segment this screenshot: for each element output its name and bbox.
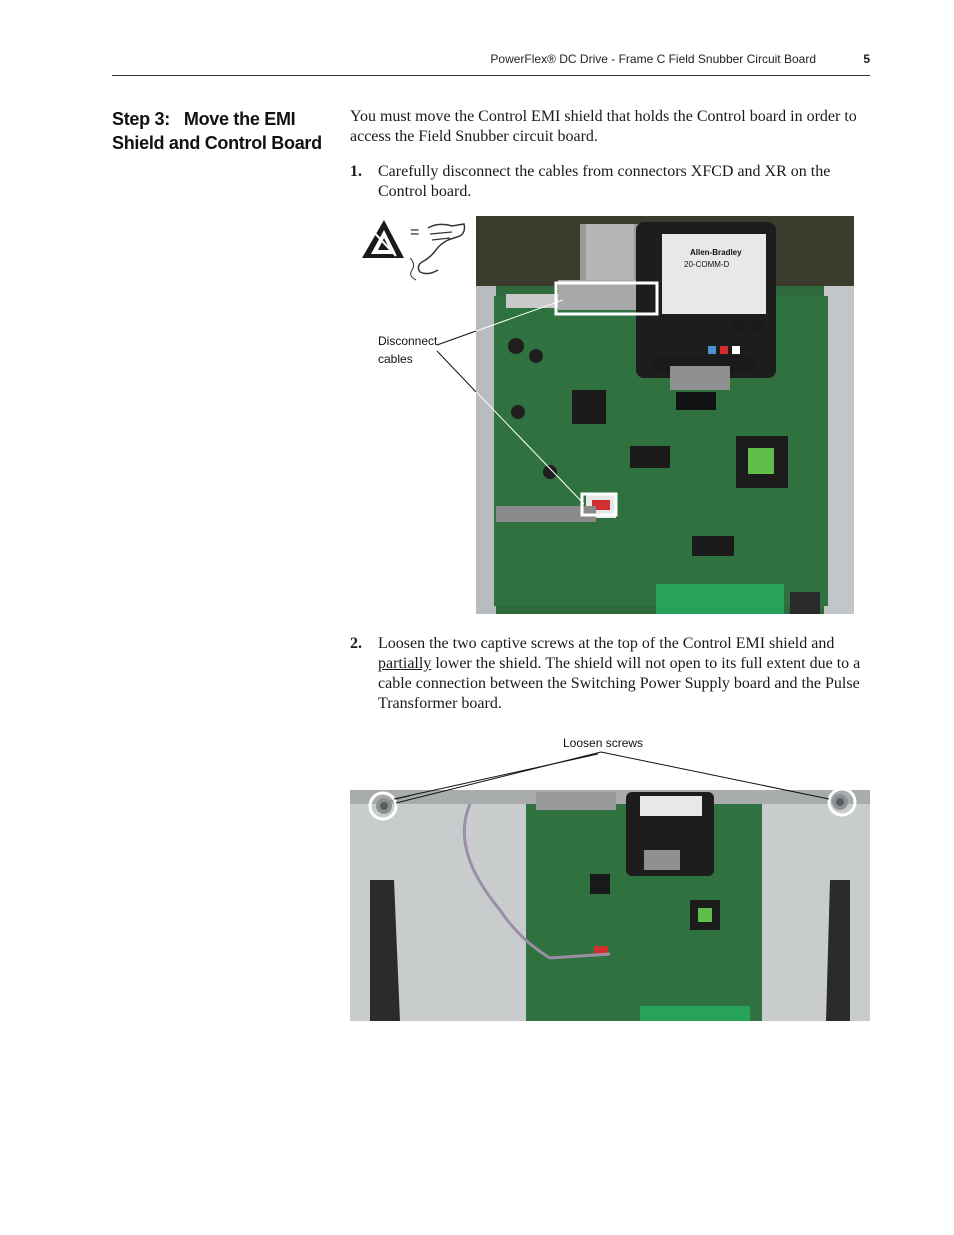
esd-warning-icon (360, 214, 472, 286)
emi-shield-photo (350, 790, 870, 1021)
module-model-label: 20-COMM-D (684, 260, 730, 269)
callout-line-2: cables (378, 352, 413, 366)
step-item-1 (350, 162, 870, 202)
loosen-screws-callout: Loosen screws (563, 736, 644, 750)
control-board-photo (476, 216, 854, 614)
header-rule (112, 75, 870, 76)
step-heading-text: Move the EMI Shield and Control Board (112, 109, 322, 153)
page-number: 5 (863, 52, 870, 66)
callout-line-1: Disconnect (378, 334, 438, 348)
disconnect-cables-callout (378, 332, 458, 368)
esd-equals-sign: = (410, 224, 420, 241)
step-number: 1. (350, 163, 362, 180)
step-item-2 (350, 634, 870, 714)
step-text-underlined: partially (378, 655, 432, 672)
step-text: Carefully disconnect the cables from connectors XFCD and XR on the Control board. (378, 163, 831, 200)
intro-paragraph: You must move the Control EMI shield that holds the Control board in order to access the Field Snubber circuit board. (350, 108, 857, 145)
step-label: Step 3: (112, 109, 170, 129)
step-text-part-1: Loosen the two captive screws at the top of the Control EMI shield and (378, 635, 835, 652)
step-text-part-2: lower the shield. The shield will not open to its full extent due to a cable connection between the Switching Power Supply board and the Pulse Transformer board. (378, 655, 861, 712)
step-text (378, 634, 870, 714)
step-number: 2. (350, 635, 362, 652)
step-heading (112, 107, 332, 155)
page-header-title: PowerFlex® DC Drive - Frame C Field Snubber Circuit Board (490, 52, 816, 66)
module-brand-label: Allen-Bradley (690, 248, 742, 257)
